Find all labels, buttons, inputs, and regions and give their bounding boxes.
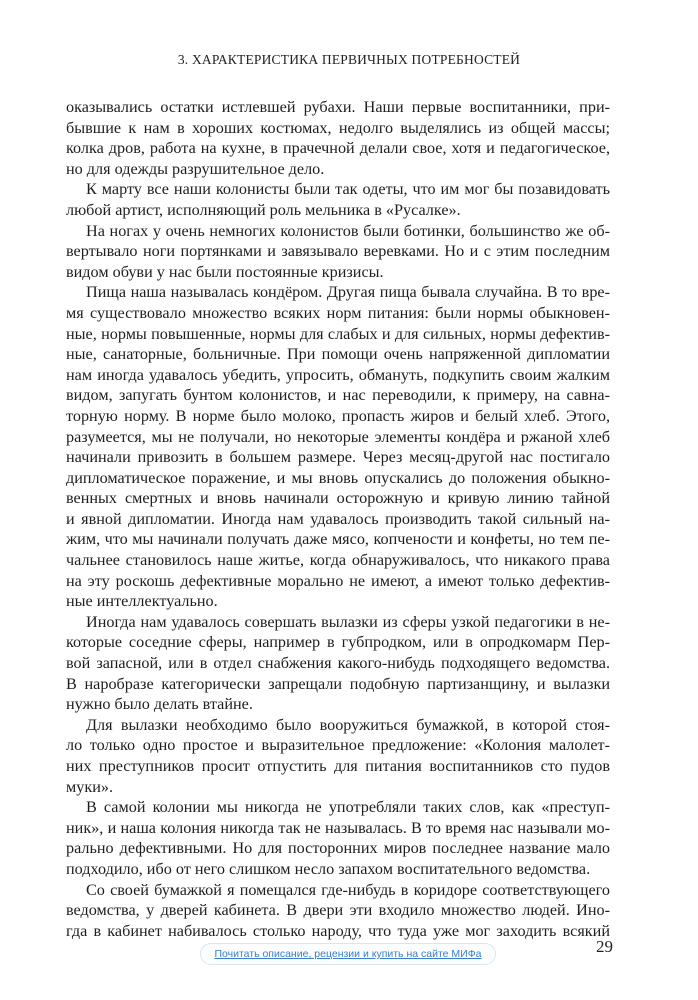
text-line: Со своей бумажкой я помещался где-нибудь в коридоре соответствующего: [86, 880, 610, 899]
text-line: венных смертных и вновь начинали осторожную и кривую линию тайной: [66, 489, 610, 508]
text-line: видом, запугать бунтом колонистов, и нас переводили, к примеру, на савна-: [66, 386, 610, 405]
text-line: разумеется, мы не получали, но некоторые элементы кондёра и ржаной хлеб: [66, 427, 610, 446]
promo-link[interactable]: Почитать описание, рецензии и купить на сайте МИФа: [200, 943, 496, 965]
text-line: которые соседние сферы, например в губпродком, или в опродкомарм Пер-: [66, 633, 610, 652]
text-line: вертывало ноги портянками и завязывало веревками. Но и с этим последним: [66, 242, 610, 261]
text-line: рально дефективными. Но для посторонних миров последнее название мало: [66, 839, 610, 858]
text-line: Иногда нам удавалось совершать вылазки из сферы узкой педагогики в не-: [86, 612, 610, 631]
text-line: нужно было делать втайне.: [66, 695, 253, 714]
text-line: Пища наша называлась кондёром. Другая пища бывала случайна. В то вре-: [86, 283, 610, 302]
text-line: бывшие к нам в хороших костюмах, недолго выделялись из общей массы;: [66, 118, 610, 137]
text-line: мя существовало множество всяких норм питания: были нормы обыкновен-: [66, 303, 610, 322]
text-line: муки».: [66, 777, 114, 796]
text-line: В наробразе категорически запрещали подобную партизанщину, и вылазки: [66, 674, 610, 693]
text-line: К марту все наши колонисты были так одеты, что им мог бы позавидовать: [86, 180, 610, 199]
text-line: гда в кабинет набивалось столько народу, что туда уже мог заходить всякий: [66, 921, 610, 940]
text-line: вой запасной, или в отдел снабжения какого-нибудь подходящего ведомства.: [66, 654, 610, 673]
page-number: 29: [596, 937, 613, 956]
text-line: ные, нормы повышенные, нормы для слабых и для сильных, нормы дефектив-: [66, 324, 610, 343]
text-line: начинали привозить в большем размере. Через месяц-другой нас постигало: [66, 448, 610, 467]
body-text: [66, 97, 610, 941]
text-line: жим, что мы начинали получать даже мясо, копчености и конфеты, но тем пе-: [66, 530, 610, 549]
text-line: них преступников просит отпустить для питания воспитанников сто пудов: [66, 757, 610, 775]
text-line: но для одежды разрушительное дело.: [66, 159, 325, 178]
text-line: колка дров, работа на кухне, в прачечной делали свое, хотя и педагогическое,: [66, 139, 610, 158]
running-header: 3. ХАРАКТЕРИСТИКА ПЕРВИЧНЫХ ПОТРЕБНОСТЕЙ: [177, 52, 521, 67]
text-line: ведомства, у дверей кабинета. В двери эти входило множество людей. Ино-: [66, 901, 610, 920]
text-line: на эту роскошь дефективные морально не имеют, а имеют только дефектив-: [66, 571, 610, 590]
text-line: любой артист, исполняющий роль мельника в «Русалке».: [66, 200, 461, 219]
text-line: видом обуви у нас были постоянные кризисы.: [66, 262, 384, 281]
text-line: На ногах у очень немногих колонистов были ботинки, большинство же об-: [86, 221, 610, 240]
text-line: Для вылазки необходимо было вооружиться бумажкой, в которой стоя-: [86, 715, 610, 734]
text-line: подходило, ибо от него слишком несло запахом воспитательного ведомства.: [66, 859, 591, 878]
text-line: оказывались остатки истлевшей рубахи. Наши первые воспитанники, при-: [66, 98, 610, 116]
text-line: ник», и наша колония никогда так не называлась. В то время нас называли мо-: [66, 818, 610, 837]
text-line: дипломатическое поражение, и мы вновь опускались до положения обыкно-: [66, 468, 610, 487]
text-line: ные, санаторные, больничные. При помощи очень напряженной дипломатии: [66, 345, 610, 364]
text-line: ло только одно простое и выразительное предложение: «Колония малолет-: [66, 736, 610, 755]
text-line: и явной дипломатии. Иногда нам удавалось производить такой сильный на-: [66, 509, 610, 528]
text-line: В самой колонии мы никогда не употребляли таких слов, как «преступ-: [86, 798, 610, 817]
text-line: ные интеллектуально.: [66, 592, 218, 611]
text-line: торную норму. В норме было молоко, пропасть жиров и белый хлеб. Этого,: [66, 406, 610, 425]
text-line: чальнее становилось наше житье, когда обнаруживалось, что никакого права: [66, 551, 610, 570]
text-line: нам иногда удавалось убедить, упросить, обмануть, подкупить своим жалким: [66, 365, 610, 384]
